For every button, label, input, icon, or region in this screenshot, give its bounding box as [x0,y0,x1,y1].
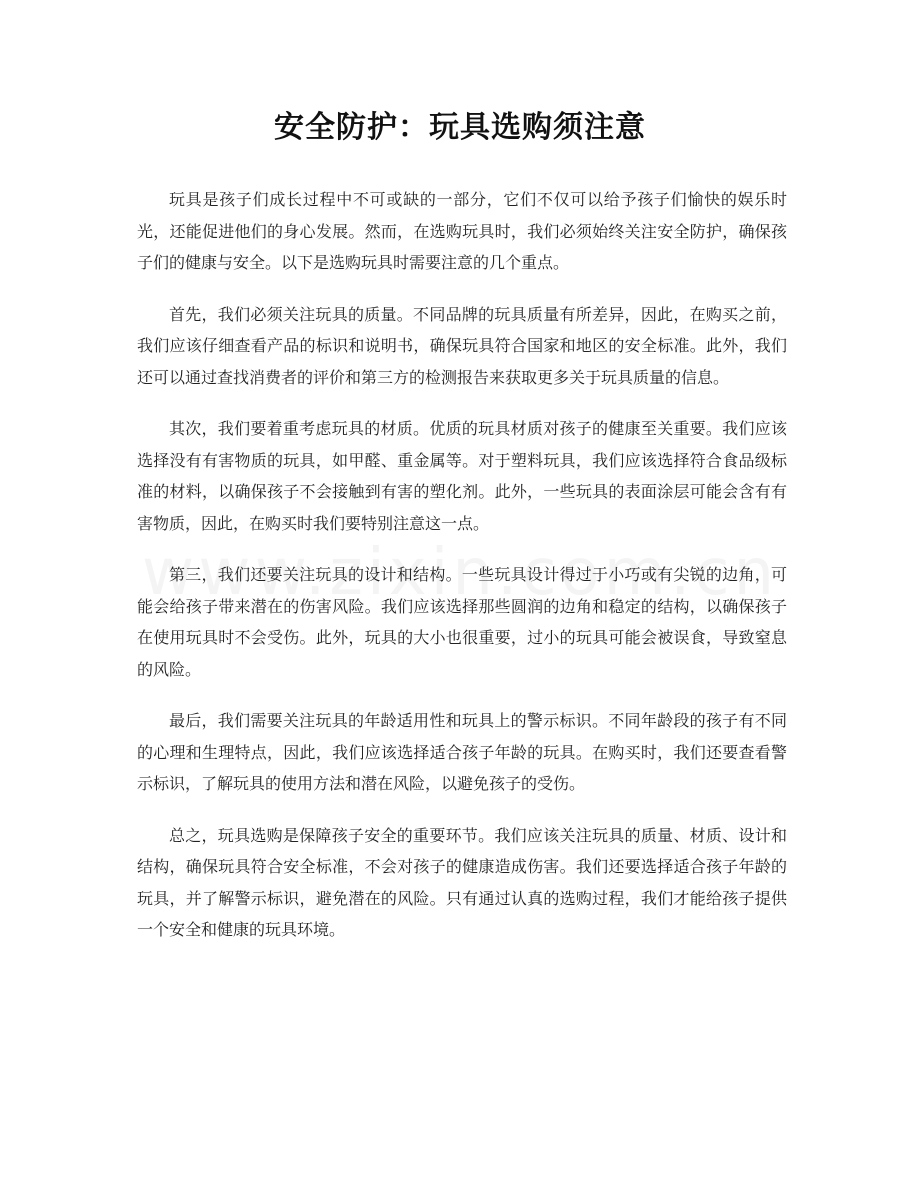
paragraph-material: 其次，我们要着重考虑玩具的材质。优质的玩具材质对孩子的健康至关重要。我们应该选择没有有害物质的玩具，如甲醛、重金属等。对于塑料玩具，我们应该选择符合食品级标准的材料，以确保孩子不会接触到有害的塑化剂。此外，一些玩具的表面涂层可能会含有有害物质，因此，在购买时我们要特别注意这一点。 [137,419,787,533]
document-title: 安全防护：玩具选购须注意 [274,110,646,145]
paragraph-design: 第三，我们还要关注玩具的设计和结构。一些玩具设计得过于小巧或有尖锐的边角，可能会给孩子带来潜在的伤害风险。我们应该选择那些圆润的边角和稳定的结构，以确保孩子在使用玩具时不会受伤。此外，玩具的大小也很重要，过小的玩具可能会被误食，导致窒息的风险。 [137,565,787,679]
document-body [137,184,787,966]
paragraph-intro: 玩具是孩子们成长过程中不可或缺的一部分，它们不仅可以给予孩子们愉快的娱乐时光，还能促进他们的身心发展。然而，在选购玩具时，我们必须始终关注安全防护，确保孩子们的健康与安全。以下是选购玩具时需要注意的几个重点。 [137,190,787,272]
paragraph-age-warning: 最后，我们需要关注玩具的年龄适用性和玩具上的警示标识。不同年龄段的孩子有不同的心理和生理特点，因此，我们应该选择适合孩子年龄的玩具。在购买时，我们还要查看警示标识，了解玩具的使用方法和潜在风险，以避免孩子的受伤。 [137,711,787,793]
paragraph-quality: 首先，我们必须关注玩具的质量。不同品牌的玩具质量有所差异，因此，在购买之前，我们应该仔细查看产品的标识和说明书，确保玩具符合国家和地区的安全标准。此外，我们还可以通过查找消费者的评价和第三方的检测报告来获取更多关于玩具质量的信息。 [137,304,787,387]
paragraph-conclusion: 总之，玩具选购是保障孩子安全的重要环节。我们应该关注玩具的质量、材质、设计和结构，确保玩具符合安全标准，不会对孩子的健康造成伤害。我们还要选择适合孩子年龄的玩具，并了解警示标识，避免潜在的风险。只有通过认真的选购过程，我们才能给孩子提供一个安全和健康的玩具环境。 [137,825,787,939]
